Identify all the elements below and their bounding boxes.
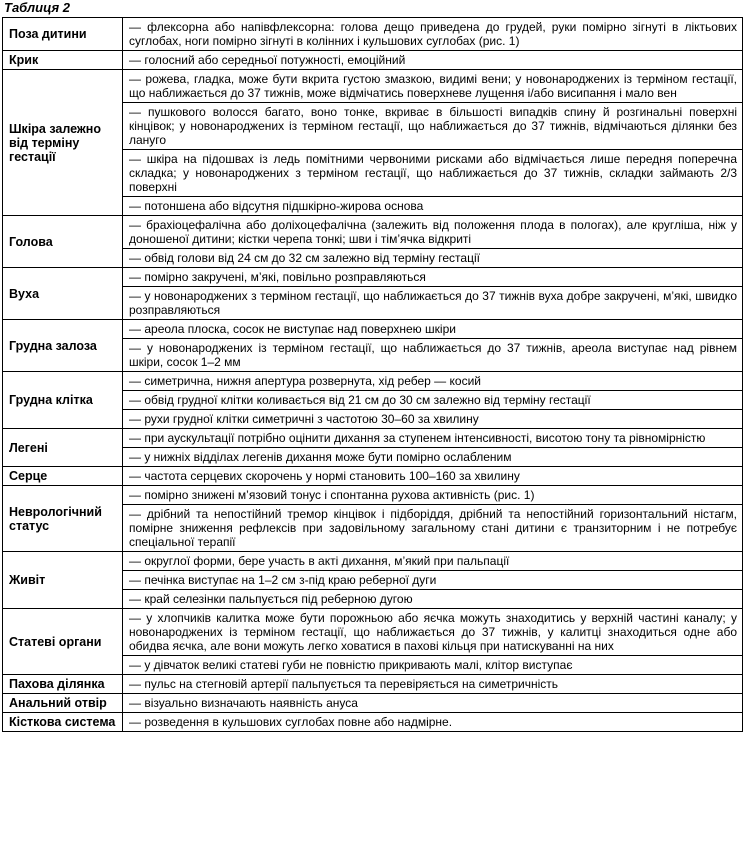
row-description — [123, 486, 743, 505]
row-description — [123, 268, 743, 287]
description-text: округлої форми, бере участь в акті дихання, м’який при пальпації — [144, 554, 510, 568]
description-text: голосний або середньої потужності, емоційний — [144, 53, 406, 67]
row-label: Живіт — [3, 552, 123, 609]
table-row — [3, 268, 743, 287]
description-text: у новонароджених із терміном гестації, що наближається до 37 тижнів, ареола виступає над рівнем шкіри, сосок 1–2 мм — [129, 341, 737, 369]
description-text: у нижніх відділах легенів дихання може бути помірно ослабленим — [144, 450, 512, 464]
dash-marker: — — [129, 53, 145, 67]
table-row — [3, 70, 743, 103]
description-text: пушкового волосся багато, воно тонке, вкриває в більшості випадків спину й розгинальні поверхні кінцівок; у новонароджених із терміном гестації, що наближається до 37 тижнів, відмічаються ділянки без лануго — [129, 105, 738, 147]
row-label: Грудна залоза — [3, 320, 123, 372]
dash-marker: — — [129, 374, 145, 388]
row-description — [123, 18, 743, 51]
table-caption: Таблиця 2 — [4, 0, 70, 15]
table-row — [3, 216, 743, 249]
dash-marker: — — [129, 554, 145, 568]
row-description — [123, 103, 743, 150]
description-text: у новонароджених з терміном гестації, що наближається до 37 тижнів вуха добре закручені, м’які, швидко розправляються — [129, 289, 737, 317]
table-row — [3, 552, 743, 571]
description-text: брахіоцефалічна або доліхоцефалічна (залежить від положення плода в пологах), але кругліша, ніж у доношеної дитини; кістки черепа тонкі; шви і тім’ячка відкриті — [129, 218, 737, 246]
row-description — [123, 571, 743, 590]
description-text: симетрична, нижня апертура розвернута, хід ребер — косий — [144, 374, 481, 388]
row-description — [123, 150, 743, 197]
row-description — [123, 552, 743, 571]
description-text: дрібний та непостійний тремор кінцівок і підборіддя, дрібний та непостійний горизонтальний ністагм, помірне зниження рефлексів при задовільному загальному стані дитини є транзиторним і не потребує спеціальної терапії — [129, 507, 737, 549]
row-label: Поза дитини — [3, 18, 123, 51]
dash-marker: — — [129, 199, 145, 213]
dash-marker: — — [129, 322, 145, 336]
row-label: Шкіра залежно від терміну гестації — [3, 70, 123, 216]
dash-marker: — — [129, 696, 145, 710]
description-text: шкіра на підошвах із ледь помітними червоними рисками або відмічається лише передня поперечна складка; у новонароджених з терміном гестації, що наближається до 37 тижнів, складки займають 2/3 поверхні — [129, 152, 737, 194]
row-label: Легені — [3, 429, 123, 467]
dash-marker: — — [129, 289, 145, 303]
table-row — [3, 18, 743, 51]
row-description — [123, 656, 743, 675]
dash-marker: — — [129, 20, 148, 34]
description-text: рожева, гладка, може бути вкрита густою змазкою, видимі вени; у новонароджених із терміном гестації, що наближається до 37 тижнів, може відмічатись поверхневе лущення і/або висипання і мало вен — [129, 72, 737, 100]
description-text: край селезінки пальпується під реберною дугою — [144, 592, 413, 606]
table-row — [3, 609, 743, 656]
description-text: ареола плоска, сосок не виступає над поверхнею шкіри — [144, 322, 456, 336]
dash-marker: — — [129, 677, 145, 691]
row-label: Грудна клітка — [3, 372, 123, 429]
description-text: у дівчаток великі статеві губи не повністю прикривають малі, клітор виступає — [144, 658, 573, 672]
row-label: Серце — [3, 467, 123, 486]
row-description — [123, 609, 743, 656]
table-row — [3, 467, 743, 486]
description-text: візуально визначають наявність ануса — [144, 696, 358, 710]
description-text: помірно закручені, м’які, повільно розправляються — [144, 270, 426, 284]
table-row — [3, 694, 743, 713]
table-row — [3, 51, 743, 70]
row-label: Крик — [3, 51, 123, 70]
description-text: печінка виступає на 1–2 см з-під краю реберної дуги — [144, 573, 437, 587]
description-text: частота серцевих скорочень у нормі становить 100–160 за хвилину — [144, 469, 520, 483]
row-description — [123, 70, 743, 103]
row-description — [123, 197, 743, 216]
description-text: у хлопчиків калитка може бути порожньою або яєчка можуть знаходитись у верхній частині каналу; у новонароджених із терміном гестації, що наближається до 37 тижнів, у калитці знаходиться одне або обидва яєчка, але вони можуть легко ховатися в пахові кільця при натискуванні на них — [129, 611, 737, 653]
dash-marker: — — [129, 611, 147, 625]
row-description — [123, 287, 743, 320]
row-description — [123, 448, 743, 467]
dash-marker: — — [129, 251, 145, 265]
row-description — [123, 429, 743, 448]
description-text: рухи грудної клітки симетричні з частотою 30–60 за хвилину — [144, 412, 479, 426]
description-text: обвід грудної клітки коливається від 21 см до 30 см залежно від терміну гестації — [144, 393, 591, 407]
dash-marker: — — [129, 218, 147, 232]
description-text: пульс на стегновій артерії пальпується та перевіряється на симетричність — [144, 677, 559, 691]
row-description — [123, 675, 743, 694]
row-description — [123, 391, 743, 410]
dash-marker: — — [129, 488, 145, 502]
dash-marker: — — [129, 592, 145, 606]
dash-marker: — — [129, 341, 147, 355]
dash-marker: — — [129, 412, 145, 426]
row-description — [123, 320, 743, 339]
table-row — [3, 713, 743, 732]
row-description — [123, 505, 743, 552]
table-row — [3, 675, 743, 694]
table-row — [3, 486, 743, 505]
dash-marker: — — [129, 72, 146, 86]
description-text: помірно знижені м’язовий тонус і спонтанна рухова активність (рис. 1) — [144, 488, 535, 502]
dash-marker: — — [129, 658, 145, 672]
row-label: Кісткова система — [3, 713, 123, 732]
dash-marker: — — [129, 573, 145, 587]
description-text: при аускультації потрібно оцінити дихання за ступенем інтенсивності, висотою тону та рівномірністю — [144, 431, 706, 445]
table-body — [3, 18, 743, 732]
row-description — [123, 249, 743, 268]
description-text: потоншена або відсутня підшкірно-жирова основа — [144, 199, 424, 213]
row-description — [123, 694, 743, 713]
row-label: Голова — [3, 216, 123, 268]
neonatal-exam-table — [2, 17, 743, 732]
dash-marker: — — [129, 152, 147, 166]
table-row — [3, 429, 743, 448]
description-text: розведення в кульшових суглобах повне або надмірне. — [144, 715, 453, 729]
dash-marker: — — [129, 270, 145, 284]
dash-marker: — — [129, 715, 145, 729]
row-description — [123, 339, 743, 372]
row-description — [123, 713, 743, 732]
dash-marker: — — [129, 431, 145, 445]
row-label: Пахова ділянка — [3, 675, 123, 694]
row-label: Неврологічний статус — [3, 486, 123, 552]
table-row — [3, 320, 743, 339]
row-description — [123, 51, 743, 70]
dash-marker: — — [129, 507, 147, 521]
row-description — [123, 216, 743, 249]
row-label: Вуха — [3, 268, 123, 320]
table-row — [3, 372, 743, 391]
row-description — [123, 410, 743, 429]
dash-marker: — — [129, 469, 145, 483]
dash-marker: — — [129, 105, 148, 119]
row-description — [123, 467, 743, 486]
row-description — [123, 372, 743, 391]
row-description — [123, 590, 743, 609]
description-text: обвід голови від 24 см до 32 см залежно від терміну гестації — [144, 251, 480, 265]
description-text: флексорна або напівфлексорна: голова дещо приведена до грудей, руки помірно зігнуті в ліктьових суглобах, ноги помірно зігнуті в колінних і кульшових суглобах (рис. 1) — [129, 20, 738, 48]
dash-marker: — — [129, 393, 145, 407]
dash-marker: — — [129, 450, 145, 464]
row-label: Статеві органи — [3, 609, 123, 675]
row-label: Анальний отвір — [3, 694, 123, 713]
